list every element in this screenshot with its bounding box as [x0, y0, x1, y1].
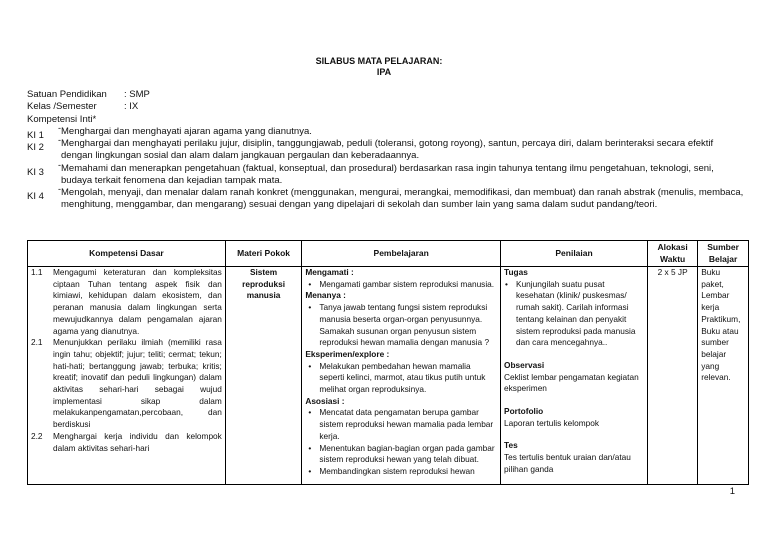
header-materi-pokok: Materi Pokok	[225, 241, 302, 267]
kd-text: Mengagumi keteraturan dan kompleksitas ciptaan Tuhan tentang aspek fisik dan kimiawi, kehidupan dalam ekosistem, dan peranan manusia dalam lingkungan serta mewujudkannya dalam pengamalan ajaran agama yang dianutnya.	[53, 267, 222, 336]
pembelajaran-bullet: • Mengamati gambar sistem reproduksi manusia.	[305, 279, 497, 291]
header-kompetensi-dasar: Kompetensi Dasar	[28, 241, 226, 267]
meta-kelas	[27, 101, 138, 112]
penilaian-heading: Tes	[504, 440, 518, 451]
kd-number: 1.1	[31, 267, 43, 277]
penilaian-text: Tes tertulis bentuk uraian dan/atau pilihan ganda	[504, 452, 631, 474]
ki-text: - Menghargai dan menghayati perilaku jujur, disiplin, tanggungjawab, peduli (toleransi, gotong royong), santun, percaya diri, dalam berinteraksi secara efektif dengan lingkungan sosial dan alam dalam jangkauan pergaulan dan keberadaannya.	[61, 138, 747, 162]
ki-number: KI 4	[27, 191, 44, 202]
cell-materi-pokok: Sistem reproduksi manusia	[225, 267, 302, 485]
cell-kompetensi-dasar	[28, 267, 226, 485]
header-sumber-belajar: Sumber Belajar	[698, 241, 749, 267]
pembelajaran-heading: Menanya :	[305, 290, 346, 301]
pembelajaran-bullet: • Membandingkan sistem reproduksi hewan	[305, 466, 497, 478]
kelas-value: : IX	[124, 101, 139, 112]
ki-text: - Mengolah, menyaji, dan menalar dalam ranah konkret (menggunakan, mengurai, merangkai, memodifikasi, dan membuat) dan ranah abstrak (menulis, membaca, menghitung, menggambar, dan mengarang) sesuai dengan yang dipelajari di sekolah dan sumber lain yang sama dalam sudut pandang/teori.	[61, 187, 747, 211]
kd-item	[31, 337, 222, 431]
penilaian-text: Ceklist lembar pengamatan kegiatan eksperimen	[504, 371, 639, 394]
pembelajaran-heading: Asosiasi :	[305, 395, 345, 406]
kd-number: 2.2	[31, 430, 43, 441]
pembelajaran-heading: Eksperimen/explore :	[305, 348, 390, 359]
syllabus-subject: IPA	[376, 67, 392, 77]
header-penilaian: Penilaian	[501, 241, 648, 267]
kd-number: 2.1	[31, 337, 43, 348]
kelas-label: Kelas /Semester	[27, 101, 97, 112]
pembelajaran-bullet: • Tanya jawab tentang fungsi sistem reproduksi manusia beserta organ-organ penyusunnya. Samakah susunan organ penyusun sistem reproduksi hewan mamalia dengan manusia ?	[305, 302, 497, 349]
table-row	[28, 267, 749, 485]
pembelajaran-heading: Mengamati :	[305, 267, 354, 277]
ki-number: KI 1	[27, 130, 44, 141]
header-pembelajaran: Pembelajaran	[302, 241, 501, 267]
header-alokasi-waktu: Alokasi Waktu	[648, 241, 698, 267]
pembelajaran-bullet: • Mencatat data pengamatan berupa gambar sistem reproduksi hewan mamalia pada lembar kerja.	[305, 407, 497, 442]
penilaian-heading: Observasi	[504, 359, 545, 370]
ki-text: - Memahami dan menerapkan pengetahuan (faktual, konseptual, dan prosedural) berdasarkan rasa ingin tahunya tentang ilmu pengetahuan, teknologi, seni, budaya terkait fenomena dan kejadian tampak mata.	[61, 163, 747, 187]
syllabus-table	[27, 240, 749, 485]
kd-item	[31, 267, 222, 337]
pembelajaran-bullet: • Menentukan bagian-bagian organ pada gambar sistem reproduksi hewan yang telah dibuat.	[305, 443, 497, 466]
kd-text: Menghargai kerja individu dan kelompok dalam aktivitas sehari-hari	[53, 430, 222, 453]
kd-text: Menunjukkan perilaku ilmiah (memiliki rasa ingin tahu; objektif; jujur; teliti; cermat; tekun; hati-hati; bertanggung jawab; terbuka; kritis; kreatif; inovatif dan peduli lingkungan) dalam aktivitas sehari-hari sebagai wujud implementasi sikap dalam melakukanpengamatan,percobaan, dan berdiskusi	[53, 337, 222, 430]
satuan-label: Satuan Pendidikan	[27, 89, 107, 100]
penilaian-heading: Tugas	[504, 267, 528, 277]
syllabus-title: SILABUS MATA PELAJARAN:	[315, 56, 443, 66]
pembelajaran-bullet: • Melakukan pembedahan hewan mamalia seperti kelinci, marmot, atau tikus putih untuk melihat organ reproduksinya.	[305, 361, 497, 396]
page-number: 1	[729, 486, 735, 497]
satuan-value: : SMP	[124, 89, 150, 100]
table-header-row	[28, 241, 749, 267]
penilaian-bullet: • Kunjungilah suatu pusat kesehatan (klinik/ puskesmas/ rumah sakit). Carilah informasi tentang kelainan dan penyakit sistem reproduksi pada manusia dan cara mencegahnya..	[504, 279, 644, 349]
meta-satuan	[27, 89, 150, 100]
kd-item	[31, 431, 222, 454]
cell-alokasi-waktu: 2 x 5 JP	[648, 267, 698, 485]
penilaian-text: Laporan tertulis kelompok	[504, 417, 600, 428]
kompetensi-inti-label: Kompetensi Inti*	[27, 114, 97, 125]
cell-sumber-belajar: Buku paket, Lembar kerja Praktikum, Buku atau sumber belajar yang relevan.	[698, 267, 749, 485]
ki-number: KI 3	[27, 167, 44, 178]
ki-number: KI 2	[27, 142, 44, 153]
cell-penilaian	[501, 267, 648, 485]
cell-pembelajaran	[302, 267, 501, 485]
penilaian-heading: Portofolio	[504, 406, 544, 417]
ki-text: - Menghargai dan menghayati ajaran agama yang dianutnya.	[61, 126, 747, 138]
